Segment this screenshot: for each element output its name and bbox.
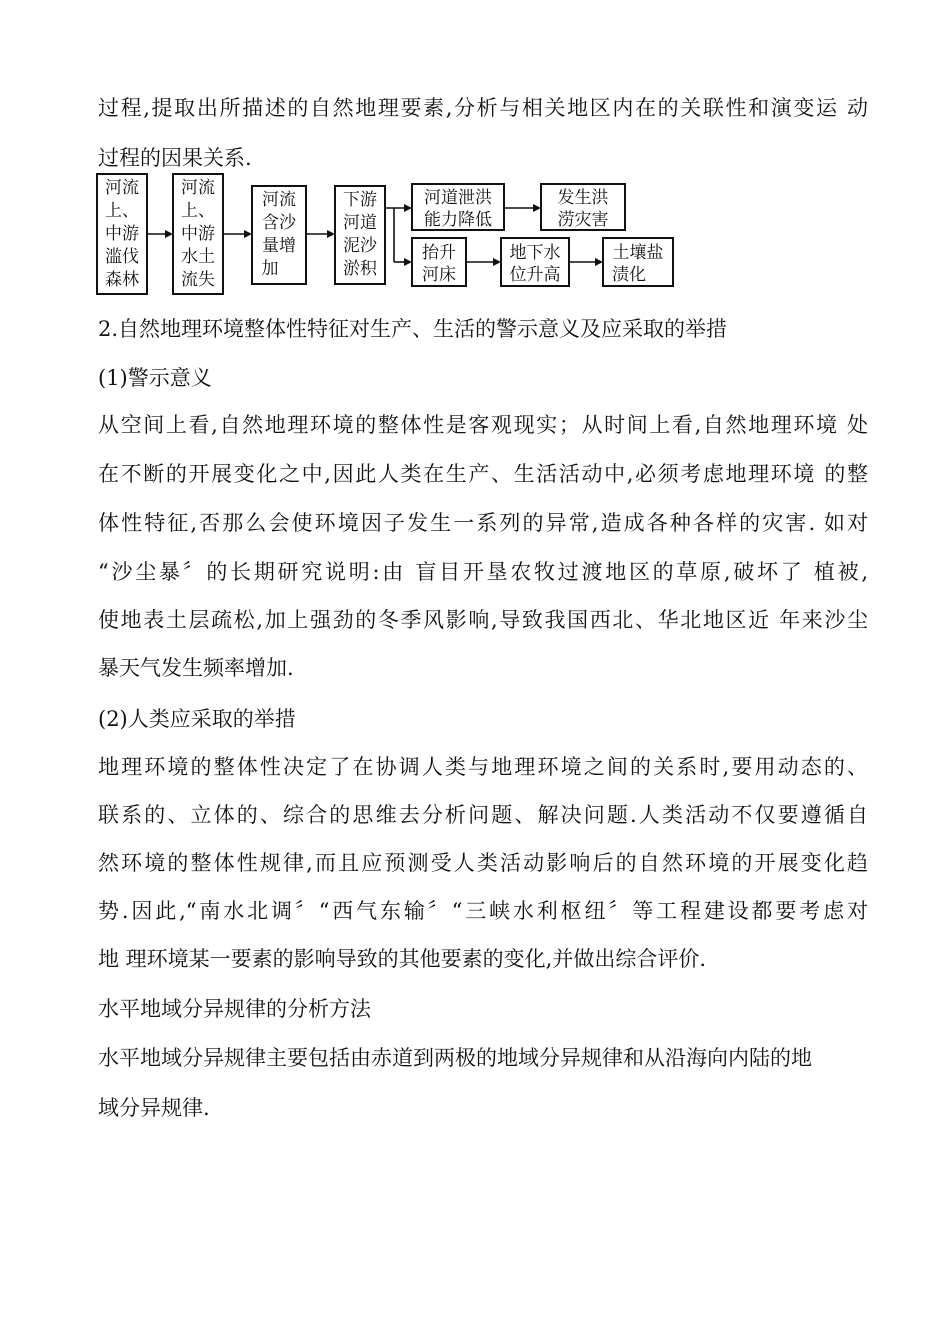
flow-box-b1-line: 中游 xyxy=(105,224,139,244)
section-2-sub-1: (1)警示意义 xyxy=(98,366,212,390)
intro-line-2: 过程的因果关系. xyxy=(98,146,252,170)
paragraph-1-line: 在不断的开展变化之中,因此人类在生产、生活活动中,必须考虑地理环境 的整 xyxy=(98,462,868,486)
flow-arrow xyxy=(147,230,173,238)
flow-box-b2-line: 水土 xyxy=(181,247,215,267)
paragraph-2-line: 然环境的整体性规律,而且应预测受人类活动影响后的自然环境的开展变化趋 xyxy=(98,851,868,875)
cause-effect-flowchart xyxy=(95,172,695,298)
flow-box-b2-line: 上、 xyxy=(181,201,215,221)
flow-box-b9-line: 渍化 xyxy=(612,265,646,285)
section-3-heading: 水平地域分异规律的分析方法 xyxy=(98,997,371,1021)
flow-arrow xyxy=(504,204,541,212)
flow-box-b3-line: 含沙 xyxy=(262,213,296,233)
flow-box-b7-line: 河床 xyxy=(422,265,456,285)
flow-box-b2-line: 河流 xyxy=(181,178,215,198)
flow-box-b4-line: 淤积 xyxy=(343,259,377,279)
flow-box-b4-line: 泥沙 xyxy=(343,236,377,256)
paragraph-2-line: 联系的、立体的、综合的思维去分析问题、解决问题.人类活动不仅要遵循自 xyxy=(98,803,868,827)
flow-arrow xyxy=(394,208,412,266)
flow-box-b9 xyxy=(603,238,673,286)
paragraph-1-line: 暴天气发生频率增加. xyxy=(98,656,294,680)
flow-box-b4 xyxy=(335,186,385,284)
flow-box-b8 xyxy=(501,238,569,286)
flow-box-b1 xyxy=(97,174,147,294)
flow-box-b2-line: 流失 xyxy=(181,270,215,290)
flow-box-b8-line: 位升高 xyxy=(509,265,561,285)
paragraph-1-line: “沙尘暴〞的长期研究说明:由 盲目开垦农牧过渡地区的草原,破坏了 植被, xyxy=(98,560,868,584)
flow-box-b4-line: 下游 xyxy=(343,190,377,210)
section-2-heading: 2.自然地理环境整体性特征对生产、生活的警示意义及应采取的举措 xyxy=(98,317,728,341)
paragraph-2-line: 势.因此,“南水北调〞“西气东输〞“三峡水利枢纽〞等工程建设都要考虑对 xyxy=(98,899,868,923)
flow-box-b5 xyxy=(412,184,504,230)
flow-box-b1-line: 上、 xyxy=(105,201,139,221)
flow-box-b8-line: 地下水 xyxy=(509,243,561,263)
flow-box-b2-line: 中游 xyxy=(181,224,215,244)
flow-arrow xyxy=(385,204,412,212)
flow-box-b5-line: 河道泄洪 xyxy=(424,188,492,208)
flow-box-b6 xyxy=(541,184,625,230)
flow-box-b3-line: 河流 xyxy=(262,190,296,210)
paragraph-3-line: 域分异规律. xyxy=(98,1096,210,1120)
flow-box-b7-line: 抬升 xyxy=(422,243,456,263)
paragraph-1-line: 体性特征,否那么会使环境因子发生一系列的异常,造成各种各样的灾害. 如对 xyxy=(98,511,868,535)
section-2-sub-2: (2)人类应采取的举措 xyxy=(98,707,296,731)
paragraph-3-line: 水平地域分异规律主要包括由赤道到两极的地域分异规律和从沿海向内陆的地 xyxy=(98,1046,812,1070)
flow-box-b1-line: 森林 xyxy=(105,270,139,290)
flow-box-b2 xyxy=(173,174,223,294)
flow-box-b6-line: 发生洪 xyxy=(557,188,609,208)
flow-arrow xyxy=(569,258,603,266)
paragraph-1-line: 使地表土层疏松,加上强劲的冬季风影响,导致我国西北、华北地区近 年来沙尘 xyxy=(98,608,868,632)
paragraph-1-line: 从空间上看,自然地理环境的整体性是客观现实；从时间上看,自然地理环境 处 xyxy=(98,413,868,437)
flow-box-b6-line: 涝灾害 xyxy=(557,210,609,230)
paragraph-2-line: 地 理环境某一要素的影响导致的其他要素的变化,并做出综合评价. xyxy=(98,947,707,971)
flow-box-b3-line: 量增 xyxy=(262,236,296,256)
paragraph-2-line: 地理环境的整体性决定了在协调人类与地理环境之间的关系时,要用动态的、 xyxy=(98,755,868,779)
flow-box-b1-line: 滥伐 xyxy=(105,247,139,267)
flow-arrow xyxy=(223,230,252,238)
flow-box-b1-line: 河流 xyxy=(105,178,139,198)
flow-box-b9-line: 土壤盐 xyxy=(612,243,664,263)
flow-arrow xyxy=(466,258,501,266)
flow-box-b4-line: 河道 xyxy=(343,213,377,233)
flow-box-b5-line: 能力降低 xyxy=(424,210,492,230)
flow-box-b7 xyxy=(412,238,466,286)
intro-line-1: 过程,提取出所描述的自然地理要素,分析与相关地区内在的关联性和演变运 动 xyxy=(98,96,868,120)
flow-arrow xyxy=(306,230,335,238)
flow-box-b3 xyxy=(252,186,306,284)
flow-box-b3-line: 加 xyxy=(261,259,279,279)
